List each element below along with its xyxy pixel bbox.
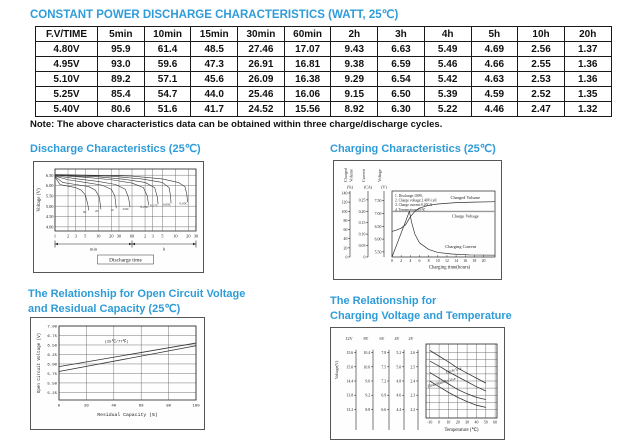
svg-text:Voltage(V): Voltage(V) xyxy=(334,360,339,380)
section-title-ocv xyxy=(28,287,245,317)
table-cell: 4.66 xyxy=(471,57,518,72)
svg-text:6.50: 6.50 xyxy=(45,172,54,178)
svg-text:1C: 1C xyxy=(110,207,115,212)
svg-text:2: 2 xyxy=(400,259,403,263)
svg-text:2.6: 2.6 xyxy=(410,351,416,356)
section-title-ocv-line2: and Residual Capacity (25℃) xyxy=(28,303,181,315)
svg-text:4.8: 4.8 xyxy=(396,379,402,384)
svg-text:6.75: 6.75 xyxy=(47,334,57,339)
svg-text:6.50: 6.50 xyxy=(47,344,57,349)
svg-text:0.10: 0.10 xyxy=(358,232,366,237)
ocv-chart-svg xyxy=(31,318,204,429)
svg-text:0.09C: 0.09C xyxy=(162,202,172,207)
table-cell: 5.46 xyxy=(424,57,471,72)
table-cell: 9.38 xyxy=(331,57,378,72)
svg-text:60: 60 xyxy=(343,228,348,233)
table-cell: 51.6 xyxy=(144,102,191,117)
svg-text:100: 100 xyxy=(192,404,200,409)
table-cell: 5.39 xyxy=(424,87,471,102)
table-header-row xyxy=(36,27,612,42)
table-cell: 93.0 xyxy=(98,57,145,72)
table-cell: 9.43 xyxy=(331,42,378,57)
svg-text:10: 10 xyxy=(173,233,178,239)
column-header: 4h xyxy=(424,27,471,42)
column-header: 2h xyxy=(331,27,378,42)
svg-text:3C: 3C xyxy=(82,209,87,214)
table-row xyxy=(36,57,612,72)
svg-text:9.6: 9.6 xyxy=(365,379,371,384)
svg-text:6.00: 6.00 xyxy=(374,237,382,242)
table-cell: 16.06 xyxy=(284,87,331,102)
svg-text:Current: Current xyxy=(361,169,366,182)
table-cell: 2.52 xyxy=(518,87,565,102)
svg-text:40: 40 xyxy=(111,404,117,409)
table-cell: 85.4 xyxy=(98,87,145,102)
svg-text:4: 4 xyxy=(409,259,412,263)
svg-text:10.0: 10.0 xyxy=(363,365,371,370)
svg-text:60: 60 xyxy=(493,420,498,425)
svg-text:min: min xyxy=(89,246,98,252)
table-cell: 6.30 xyxy=(378,102,425,117)
svg-text:5.0: 5.0 xyxy=(396,365,402,370)
table-cell: 9.15 xyxy=(331,87,378,102)
svg-text:40: 40 xyxy=(474,420,479,425)
svg-text:30: 30 xyxy=(116,233,122,239)
discharge-chart xyxy=(33,161,204,273)
svg-text:16: 16 xyxy=(463,259,468,263)
svg-text:5.50: 5.50 xyxy=(47,382,57,387)
table-cell: 6.50 xyxy=(378,87,425,102)
svg-text:20: 20 xyxy=(343,246,348,251)
svg-text:5.00: 5.00 xyxy=(45,203,54,209)
svg-text:100: 100 xyxy=(341,209,348,214)
table-cell: 27.46 xyxy=(238,42,285,57)
page-title: CONSTANT POWER DISCHARGE CHARACTERISTICS (WATT, 25℃) xyxy=(30,9,399,21)
svg-text:5: 5 xyxy=(84,233,87,239)
svg-text:6.50: 6.50 xyxy=(374,224,382,229)
svg-text:0.05C: 0.05C xyxy=(179,201,188,206)
table-cell: 61.4 xyxy=(144,42,191,57)
svg-text:7.8: 7.8 xyxy=(381,351,387,356)
svg-text:2.4: 2.4 xyxy=(410,379,416,384)
section-title-cvt-line1: The Relationship for xyxy=(330,295,437,307)
table-cell: 4.59 xyxy=(471,87,518,102)
column-header: 30min xyxy=(238,27,285,42)
column-header: F.V/TIME xyxy=(36,27,98,42)
svg-text:0: 0 xyxy=(438,420,441,425)
svg-text:0.20: 0.20 xyxy=(358,209,366,214)
power-table xyxy=(35,26,612,117)
row-header-fv: 5.10V xyxy=(36,72,98,87)
table-cell: 9.29 xyxy=(331,72,378,87)
section-title-charging: Charging Characteristics (25℃) xyxy=(330,143,496,155)
svg-text:10: 10 xyxy=(435,259,440,263)
svg-text:Charging Current: Charging Current xyxy=(445,244,477,250)
table-cell: 15.56 xyxy=(284,102,331,117)
svg-text:6.25: 6.25 xyxy=(47,353,57,358)
svg-text:4.4: 4.4 xyxy=(396,407,402,412)
svg-text:80: 80 xyxy=(343,218,348,223)
table-cell: 48.5 xyxy=(191,42,238,57)
table-cell: 16.38 xyxy=(284,72,331,87)
svg-text:2: 2 xyxy=(143,233,147,239)
svg-text:4V: 4V xyxy=(394,336,400,341)
row-header-fv: 4.80V xyxy=(36,42,98,57)
svg-text:2. Charge voltage:2.40V/cell: 2. Charge voltage:2.40V/cell xyxy=(395,198,437,203)
charging-chart-svg xyxy=(334,161,501,279)
section-title-cvt xyxy=(330,294,512,324)
table-cell: 6.59 xyxy=(378,57,425,72)
svg-text:14: 14 xyxy=(454,259,459,263)
svg-text:Voltage: Voltage xyxy=(377,169,382,182)
table-cell: 59.6 xyxy=(144,57,191,72)
svg-text:20: 20 xyxy=(481,259,486,263)
svg-text:8: 8 xyxy=(427,259,430,263)
svg-text:0: 0 xyxy=(345,255,348,260)
svg-text:2.3: 2.3 xyxy=(410,393,416,398)
svg-text:4.00: 4.00 xyxy=(45,224,54,230)
svg-text:6.9: 6.9 xyxy=(381,393,387,398)
svg-text:0.6C: 0.6C xyxy=(122,206,130,211)
table-cell: 26.09 xyxy=(238,72,285,87)
table-note: Note: The above characteristics data can be obtained within three charge/discharge cycles. xyxy=(30,119,443,130)
svg-text:(%): (%) xyxy=(347,184,353,190)
svg-text:8V: 8V xyxy=(363,336,369,341)
svg-text:15.6: 15.6 xyxy=(346,351,354,356)
svg-text:0.17C: 0.17C xyxy=(149,203,159,208)
svg-text:20: 20 xyxy=(109,233,114,239)
svg-text:40: 40 xyxy=(343,237,348,242)
svg-text:2C: 2C xyxy=(94,208,99,213)
table-row xyxy=(36,42,612,57)
svg-text:Voltage (V): Voltage (V) xyxy=(37,188,42,212)
table-head xyxy=(36,27,612,42)
section-title-discharge: Discharge Characteristics (25℃) xyxy=(30,143,201,155)
charging-chart xyxy=(333,160,502,280)
table-cell: 1.36 xyxy=(564,72,611,87)
svg-text:0.25: 0.25 xyxy=(358,198,366,203)
svg-text:Float/Standby Use: Float/Standby Use xyxy=(427,376,457,389)
table-cell: 2.53 xyxy=(518,72,565,87)
svg-text:0: 0 xyxy=(57,404,61,409)
column-header: 10h xyxy=(518,27,565,42)
svg-text:12V: 12V xyxy=(345,336,353,341)
svg-text:Discharge time: Discharge time xyxy=(109,257,142,264)
svg-text:4.50: 4.50 xyxy=(45,214,54,220)
table-cell: 5.42 xyxy=(424,72,471,87)
table-cell: 2.56 xyxy=(518,42,565,57)
table-row xyxy=(36,72,612,87)
svg-text:(V): (V) xyxy=(381,184,387,190)
svg-text:140: 140 xyxy=(341,191,348,196)
svg-text:30: 30 xyxy=(465,420,470,425)
svg-text:2: 2 xyxy=(66,233,70,239)
svg-text:7.2: 7.2 xyxy=(381,379,387,384)
svg-text:Charging time(hours): Charging time(hours) xyxy=(428,265,471,271)
svg-text:5.25: 5.25 xyxy=(47,391,57,396)
svg-text:Cycle Use: Cycle Use xyxy=(445,366,463,375)
table-cell: 2.55 xyxy=(518,57,565,72)
section-title-ocv-line1: The Relationship for Open Circuit Voltage xyxy=(28,288,246,300)
table-cell: 24.52 xyxy=(238,102,285,117)
table-cell: 4.63 xyxy=(471,72,518,87)
svg-text:20: 20 xyxy=(83,404,89,409)
cvt-chart xyxy=(330,327,505,440)
svg-text:5: 5 xyxy=(161,233,164,239)
svg-text:6.00: 6.00 xyxy=(47,363,57,368)
svg-text:14.4: 14.4 xyxy=(346,379,354,384)
column-header: 3h xyxy=(378,27,425,42)
table-cell: 1.36 xyxy=(564,57,611,72)
svg-text:4.6: 4.6 xyxy=(396,393,402,398)
row-header-fv: 4.95V xyxy=(36,57,98,72)
svg-text:Residual Capacity (%): Residual Capacity (%) xyxy=(97,413,158,418)
svg-text:Open Circuit Voltage (V): Open Circuit Voltage (V) xyxy=(38,332,42,394)
svg-text:1. Discharge:100%: 1. Discharge:100% xyxy=(395,194,423,198)
cvt-chart-svg xyxy=(331,328,504,439)
svg-text:5.2: 5.2 xyxy=(396,351,402,356)
svg-text:0: 0 xyxy=(363,255,366,260)
svg-text:60: 60 xyxy=(129,233,135,239)
table-cell: 16.81 xyxy=(284,57,331,72)
svg-text:(25℃/77℉): (25℃/77℉) xyxy=(104,340,129,345)
svg-text:7.50: 7.50 xyxy=(374,199,382,204)
svg-text:0.05: 0.05 xyxy=(358,244,366,249)
table-cell: 1.37 xyxy=(564,42,611,57)
table-cell: 2.47 xyxy=(518,102,565,117)
column-header: 60min xyxy=(284,27,331,42)
table-cell: 1.35 xyxy=(564,87,611,102)
svg-text:5.75: 5.75 xyxy=(47,372,57,377)
column-header: 15min xyxy=(191,27,238,42)
svg-text:-10: -10 xyxy=(427,420,433,425)
section-title-cvt-line2: Charging Voltage and Temperature xyxy=(330,310,512,322)
svg-text:7.5: 7.5 xyxy=(381,365,387,370)
table-cell: 95.9 xyxy=(98,42,145,57)
svg-text:7.00: 7.00 xyxy=(47,325,57,330)
svg-text:(CA): (CA) xyxy=(363,184,373,190)
svg-text:3: 3 xyxy=(151,233,154,239)
table-cell: 26.91 xyxy=(238,57,285,72)
table-cell: 8.92 xyxy=(331,102,378,117)
svg-text:2.5: 2.5 xyxy=(410,365,416,370)
table-cell: 5.49 xyxy=(424,42,471,57)
svg-text:5.50: 5.50 xyxy=(45,193,54,199)
svg-text:20: 20 xyxy=(186,233,191,239)
svg-text:12: 12 xyxy=(444,259,449,263)
svg-text:5.50: 5.50 xyxy=(374,250,382,255)
svg-text:13.2: 13.2 xyxy=(346,407,354,412)
table-cell: 57.1 xyxy=(144,72,191,87)
table-cell: 6.63 xyxy=(378,42,425,57)
svg-text:3. Charge current:0.20CA: 3. Charge current:0.20CA xyxy=(395,203,433,208)
row-header-fv: 5.40V xyxy=(36,102,98,117)
table-cell: 41.7 xyxy=(191,102,238,117)
table-row xyxy=(36,87,612,102)
svg-text:10.4: 10.4 xyxy=(363,351,371,356)
column-header: 5h xyxy=(471,27,518,42)
svg-text:13.8: 13.8 xyxy=(346,393,354,398)
svg-text:4. Temperature:25℃: 4. Temperature:25℃ xyxy=(395,207,426,212)
svg-text:0: 0 xyxy=(391,259,393,263)
table-cell: 54.7 xyxy=(144,87,191,102)
table-cell: 47.3 xyxy=(191,57,238,72)
svg-text:15.0: 15.0 xyxy=(346,365,354,370)
table-body xyxy=(36,42,612,117)
column-header: 10min xyxy=(144,27,191,42)
table-cell: 6.54 xyxy=(378,72,425,87)
column-header: 20h xyxy=(564,27,611,42)
svg-text:2.2: 2.2 xyxy=(410,407,416,412)
table-cell: 17.07 xyxy=(284,42,331,57)
table-cell: 44.0 xyxy=(191,87,238,102)
svg-text:0.15: 0.15 xyxy=(358,221,366,226)
table-cell: 4.69 xyxy=(471,42,518,57)
column-header: 5min xyxy=(98,27,145,42)
svg-text:3: 3 xyxy=(74,233,77,239)
table-cell: 5.22 xyxy=(424,102,471,117)
svg-text:30: 30 xyxy=(193,233,199,239)
svg-text:50: 50 xyxy=(483,420,488,425)
svg-text:Volume: Volume xyxy=(348,169,354,182)
svg-text:h: h xyxy=(162,246,166,252)
table-cell: 89.2 xyxy=(98,72,145,87)
table-cell: 25.46 xyxy=(238,87,285,102)
svg-text:Charged: Charged xyxy=(343,167,348,182)
ocv-chart xyxy=(30,317,205,430)
svg-text:6V: 6V xyxy=(379,336,385,341)
svg-text:Charged Volume: Charged Volume xyxy=(450,195,480,201)
svg-text:8.8: 8.8 xyxy=(365,407,371,412)
table-cell: 4.46 xyxy=(471,102,518,117)
svg-text:18: 18 xyxy=(472,259,477,263)
svg-text:9.2: 9.2 xyxy=(365,393,371,398)
table-cell: 45.6 xyxy=(191,72,238,87)
svg-text:0.25C: 0.25C xyxy=(140,204,149,209)
svg-text:Temperature (℃): Temperature (℃) xyxy=(444,428,479,433)
svg-text:1: 1 xyxy=(53,233,57,239)
svg-text:6: 6 xyxy=(418,259,421,263)
row-header-fv: 5.25V xyxy=(36,87,98,102)
svg-text:80: 80 xyxy=(166,404,172,409)
svg-text:10: 10 xyxy=(96,233,101,239)
table-cell: 80.6 xyxy=(98,102,145,117)
svg-text:7.00: 7.00 xyxy=(374,211,382,216)
svg-text:Charge Voltage: Charge Voltage xyxy=(451,213,479,219)
svg-text:120: 120 xyxy=(341,200,348,205)
table-cell: 1.32 xyxy=(564,102,611,117)
svg-text:2V: 2V xyxy=(408,336,414,341)
svg-text:6.00: 6.00 xyxy=(45,183,54,189)
svg-text:10: 10 xyxy=(446,420,451,425)
svg-text:60: 60 xyxy=(138,404,144,409)
svg-text:20: 20 xyxy=(455,420,460,425)
svg-text:6.6: 6.6 xyxy=(381,407,387,412)
table-row xyxy=(36,102,612,117)
discharge-chart-svg xyxy=(34,162,203,272)
